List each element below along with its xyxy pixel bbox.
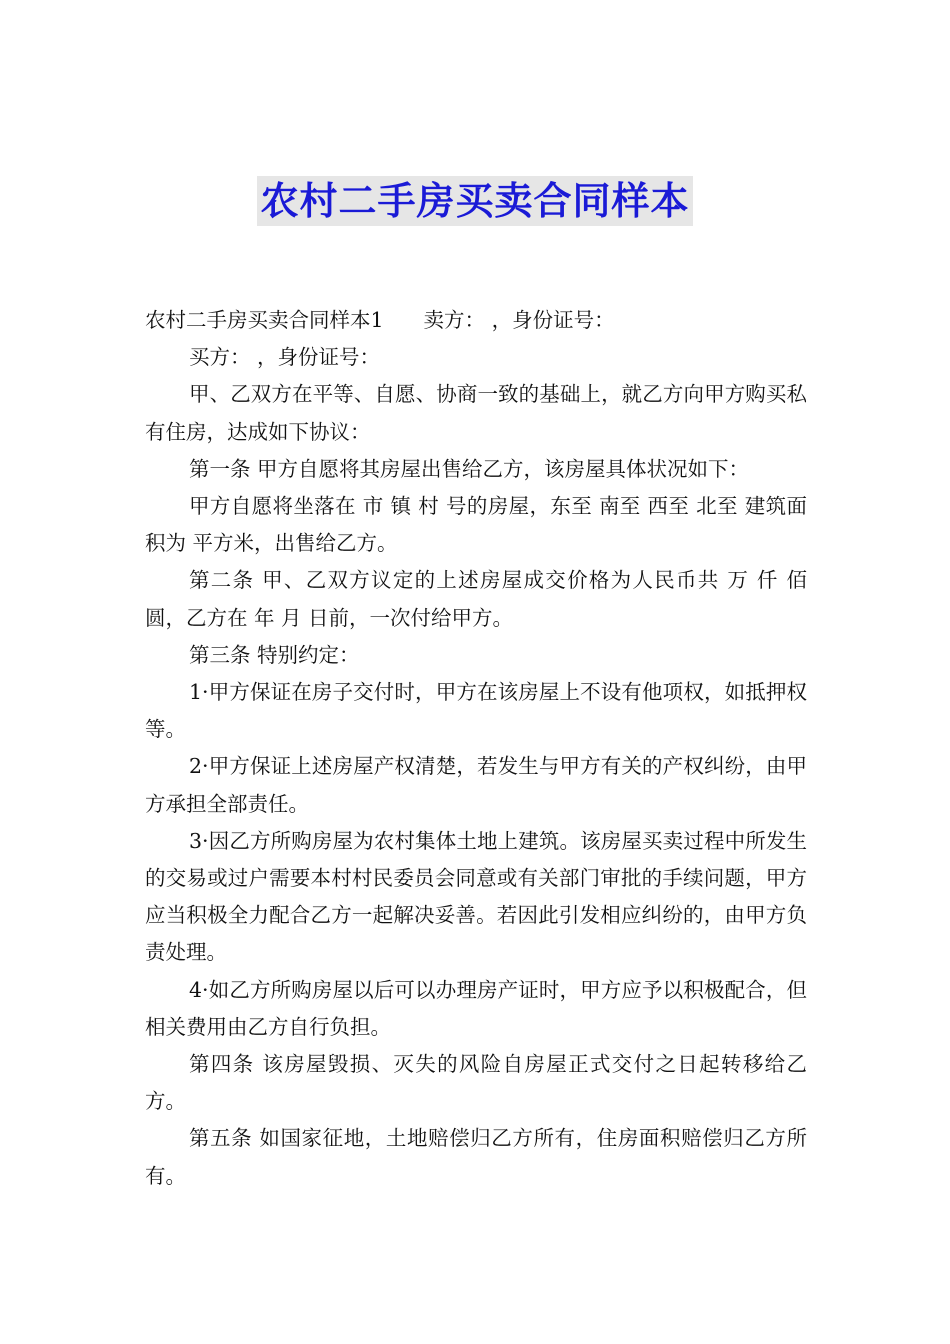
sample-label: 农村二手房买卖合同样本1 (145, 308, 384, 332)
preamble-paragraph: 甲、乙双方在平等、自愿、协商一致的基础上，就乙方向甲方购买私有住房，达成如下协议： (145, 382, 807, 444)
article-1-heading: 第一条 甲方自愿将其房屋出售给乙方，该房屋具体状况如下： (189, 456, 750, 481)
buyer-line: 买方： ，身份证号： (189, 345, 381, 370)
article-4-paragraph: 第四条 该房屋毁损、灭失的风险自房屋正式交付之日起转移给乙方。 (145, 1052, 807, 1114)
article-2-paragraph: 第二条 甲、乙双方议定的上述房屋成交价格为人民币共 万 仟 佰圆，乙方在 年 月 日前，一次付给甲方。 (145, 568, 807, 630)
article-3-heading: 第三条 特别约定： (189, 642, 360, 667)
intro-line (145, 302, 807, 339)
title-container (0, 176, 950, 226)
document-title: 农村二手房买卖合同样本 (257, 176, 692, 226)
clause-1: 1·甲方保证在房子交付时，甲方在该房屋上不设有他项权，如抵押权等。 (145, 680, 807, 742)
article-5-paragraph: 第五条 如国家征地，土地赔偿归乙方所有，住房面积赔偿归乙方所有。 (145, 1126, 807, 1188)
seller-line: 卖方： ，身份证号： (423, 308, 615, 332)
clause-2: 2·甲方保证上述房屋产权清楚，若发生与甲方有关的产权纠纷，由甲方承担全部责任。 (145, 754, 807, 816)
document-body (145, 302, 807, 1195)
clause-3: 3·因乙方所购房屋为农村集体土地上建筑。该房屋买卖过程中所发生的交易或过户需要本村村民委员会同意或有关部门审批的手续问题，甲方应当积极全力配合乙方一起解决妥善。若因此引发相应纠纷的，由甲方负责处理。 (145, 828, 807, 965)
article-1-body: 甲方自愿将坐落在 市 镇 村 号的房屋，东至 南至 西至 北至 建筑面积为 平方米，出售给乙方。 (145, 494, 807, 556)
clause-4: 4·如乙方所购房屋以后可以办理房产证时，甲方应予以积极配合，但 相关费用由乙方自行负担。 (145, 977, 807, 1039)
